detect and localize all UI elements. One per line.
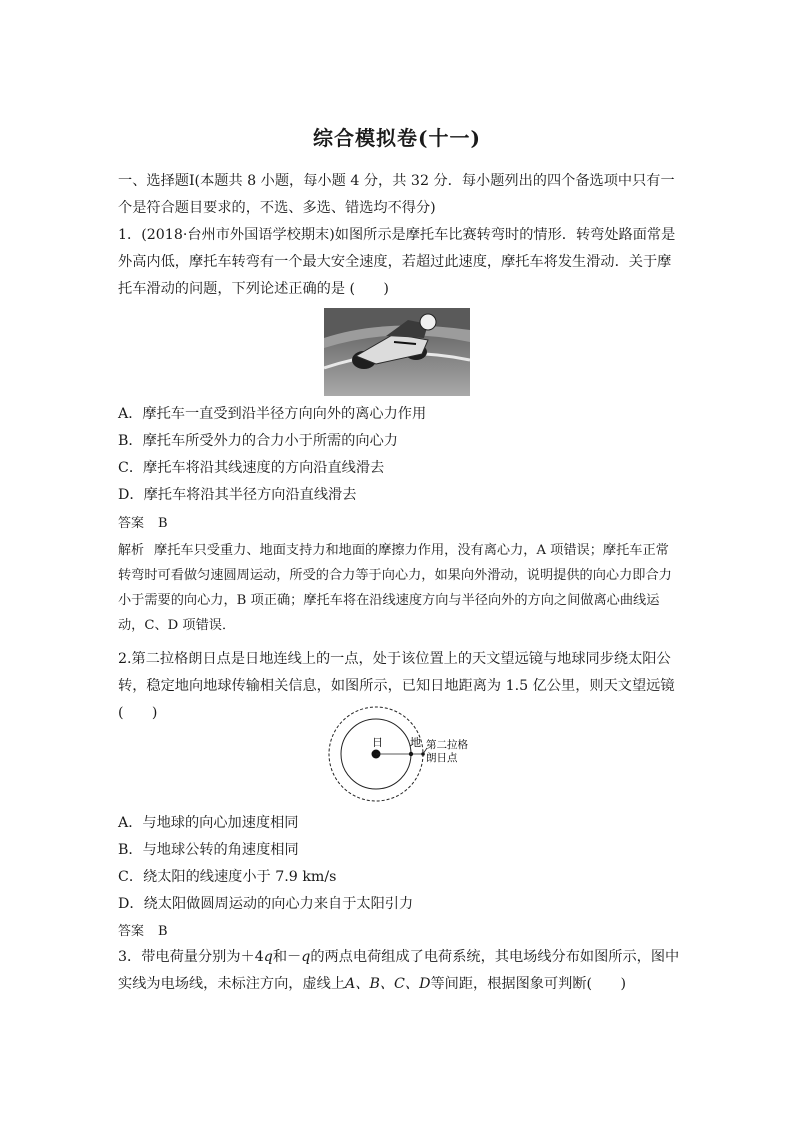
q1-option-c: C．摩托车将沿其线速度的方向沿直线滑去: [118, 460, 385, 476]
q2-answer-value: B: [158, 924, 168, 939]
q1-analysis: [118, 538, 680, 638]
q1-answer-value: B: [158, 516, 168, 531]
q1-option-b: B．摩托车所受外力的合力小于所需的向心力: [118, 433, 398, 449]
q1-answer-label: 答案: [118, 516, 145, 531]
q3-stem: 3．带电荷量分别为＋4q和－q的两点电荷组成了电荷系统，其电场线分布如图所示，图中实线为电场线，未标注方向，虚线上A、B、C、D等间距，根据图象可判断( ): [118, 949, 680, 992]
page-title: 综合模拟卷(十一): [313, 126, 481, 150]
q2-stem: 2.第二拉格朗日点是日地连线上的一点，处于该位置上的天文望远镜与地球同步绕太阳公转，稳定地向地球传输相关信息，如图所示，已知日地距离为 1.5 亿公里，则天文望远镜( ): [118, 651, 675, 721]
lagrange-label-line1: 第二拉格: [426, 739, 468, 751]
section-header: 一、选择题Ⅰ(本题共 8 小题，每小题 4 分，共 32 分．每小题列出的四个备选项中只有一个是符合题目要求的，不选、多选、错选均不得分): [118, 173, 675, 216]
sun-label: 日: [372, 736, 383, 749]
q2-answer: [118, 920, 168, 939]
q2-option-d: D．绕太阳做圆周运动的向心力来自于太阳引力: [118, 896, 414, 912]
q2-option-c: C．绕太阳的线速度小于 7.9 km/s: [118, 869, 337, 885]
q1-stem: 1．(2018·台州市外国语学校期末)如图所示是摩托车比赛转弯时的情形．转弯处路面常是外高内低，摩托车转弯有一个最大安全速度，若超过此速度，摩托车将发生滑动．关于摩托车滑动的问题，下列论述正确的是 ( ): [118, 227, 676, 297]
q1-answer: [118, 512, 168, 531]
q2-answer-label: 答案: [118, 924, 145, 939]
earth-label: 地: [410, 736, 421, 749]
q1-analysis-label: 解析: [118, 543, 145, 558]
motorcycle-image-icon: [324, 308, 470, 396]
q1-analysis-text: 摩托车只受重力、地面支持力和地面的摩擦力作用，没有离心力，A 项错误；摩托车正常转弯时可看做匀速圆周运动，所受的合力等于向心力，如果向外滑动，说明提供的向心力即合力小于需要的向心力，B 项正确；摩托车将在沿线速度方向与半径向外的方向之间做离心曲线运动，C、D 项错误．: [118, 543, 672, 633]
motorcycle-photo: [324, 308, 470, 396]
q1-option-d: D．摩托车将沿其半径方向沿直线滑去: [118, 487, 357, 503]
orbit-diagram: [326, 704, 476, 812]
q2-option-b: B．与地球公转的角速度相同: [118, 842, 299, 858]
q2-option-a: A．与地球的向心加速度相同: [118, 815, 299, 831]
q1-option-a: A．摩托车一直受到沿半径方向向外的离心力作用: [118, 406, 427, 422]
lagrange-label-line2: 朗日点: [426, 752, 458, 764]
